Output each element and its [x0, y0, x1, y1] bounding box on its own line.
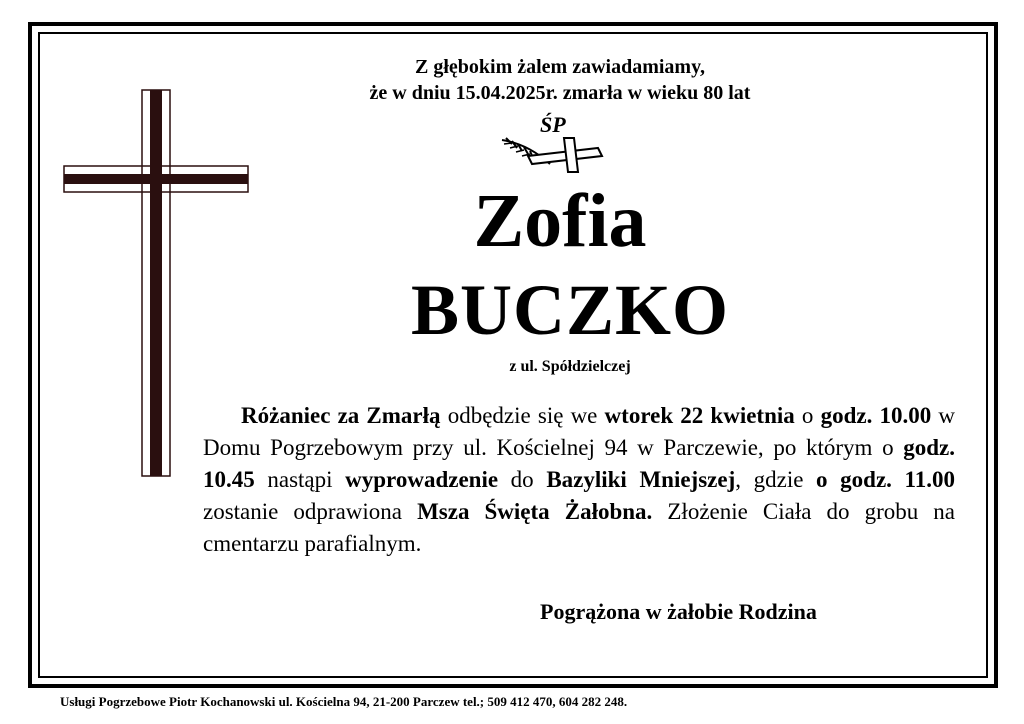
text-fragment: nastąpi: [254, 467, 346, 492]
text-fragment: zostanie odprawiona: [203, 499, 418, 524]
procession-label: wyprowadzenie: [345, 467, 499, 492]
family-signature: Pogrążona w żałobie Rodzina: [540, 599, 817, 624]
text-fragment: o: [794, 403, 821, 428]
funeral-home-footer: Usługi Pogrzebowe Piotr Kochanowski ul. Kościelna 94, 21-200 Parczew tel.; 509 412 470, 604 282 248.: [60, 694, 628, 709]
mass-label: Msza Święta Żałobna.: [417, 499, 653, 524]
deceased-first-name: Zofia: [473, 179, 647, 263]
text-fragment: odbędzie się we: [440, 403, 605, 428]
rosary-day: wtorek 22 kwietnia: [604, 403, 795, 428]
mass-time: o godz. 11.00: [816, 467, 956, 492]
rosary-label: Różaniec za Zmarłą: [241, 403, 441, 428]
header-line-1: Z głębokim żalem zawiadamiamy,: [415, 56, 705, 78]
text-fragment: w Domu Pogrzebowym przy ul. Kościelnej 94 w Parczewie, po którym o: [203, 403, 955, 460]
sp-emblem: [498, 112, 610, 178]
header-line-2: że w dniu 15.04.2025r. zmarła w wieku 80 lat: [369, 82, 751, 104]
basilica-name: Bazyliki Mniejszej: [546, 467, 736, 492]
text-fragment: , gdzie: [735, 467, 817, 492]
funeral-details-paragraph: [203, 400, 955, 560]
text-fragment: Złożenie Ciała do grobu na cmentarzu parafialnym.: [203, 499, 956, 556]
sp-abbrev: ŚP: [540, 112, 566, 137]
palm-cross-icon: [498, 112, 610, 178]
deceased-surname: BUCZKO: [410, 270, 730, 350]
announcement-header: [300, 54, 820, 106]
procession-time: godz. 10.45: [203, 435, 955, 492]
street-origin: z ul. Spółdzielczej: [509, 358, 631, 375]
text-fragment: do: [498, 467, 547, 492]
rosary-time: godz. 10.00: [820, 403, 932, 428]
